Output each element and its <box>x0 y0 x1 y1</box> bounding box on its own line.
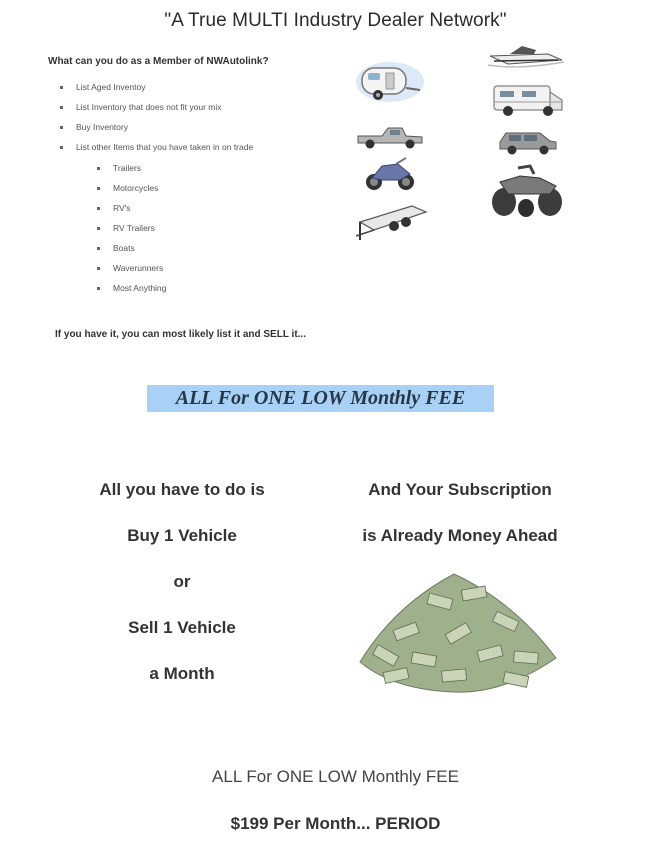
list-item: Most Anything <box>113 278 166 298</box>
list-item: List other Items that you have taken in on trade <box>76 137 253 157</box>
footer-fee-text: ALL For ONE LOW Monthly FEE <box>212 767 459 786</box>
money-pile-icon <box>354 566 560 696</box>
pitch-line: or <box>173 572 191 591</box>
pitch-line: All you have to do is <box>99 480 265 499</box>
fee-banner: ALL For ONE LOW Monthly FEE <box>147 385 494 412</box>
pitch-line: Sell 1 Vehicle <box>128 618 236 637</box>
list-item: Trailers <box>113 158 166 178</box>
trade-items-list <box>113 158 166 298</box>
flatbed-trailer-icon <box>354 202 428 242</box>
list-item: Waverunners <box>113 258 166 278</box>
pitch-line: Buy 1 Vehicle <box>127 526 237 545</box>
pitch-line: a Month <box>149 664 215 683</box>
atv-icon <box>490 164 566 218</box>
pitch-right <box>340 480 580 572</box>
rv-trailer-icon <box>356 60 426 104</box>
pitch-left <box>72 480 292 710</box>
tagline: If you have it, you can most likely list it and SELL it... <box>55 329 306 340</box>
motorcycle-icon <box>364 156 416 192</box>
pitch-line: is Already Money Ahead <box>362 526 558 545</box>
list-item: Buy Inventory <box>76 117 253 137</box>
list-item: List Aged Inventoy <box>76 77 253 97</box>
list-item: List Inventory that does not fit your mix <box>76 97 253 117</box>
page-title: "A True MULTI Industry Dealer Network" <box>164 10 507 31</box>
member-question: What can you do as a Member of NWAutolink? <box>48 56 269 67</box>
footer-price: $199 Per Month... PERIOD <box>230 814 441 833</box>
list-item: RV's <box>113 198 166 218</box>
suv-icon <box>498 128 558 156</box>
speedboat-icon <box>488 40 566 70</box>
list-item: Motorcycles <box>113 178 166 198</box>
list-item: RV Trailers <box>113 218 166 238</box>
motorhome-icon <box>492 82 566 118</box>
list-item: Boats <box>113 238 166 258</box>
pitch-line: And Your Subscription <box>368 480 552 499</box>
benefits-list <box>76 77 253 157</box>
pickup-truck-icon <box>356 124 424 150</box>
